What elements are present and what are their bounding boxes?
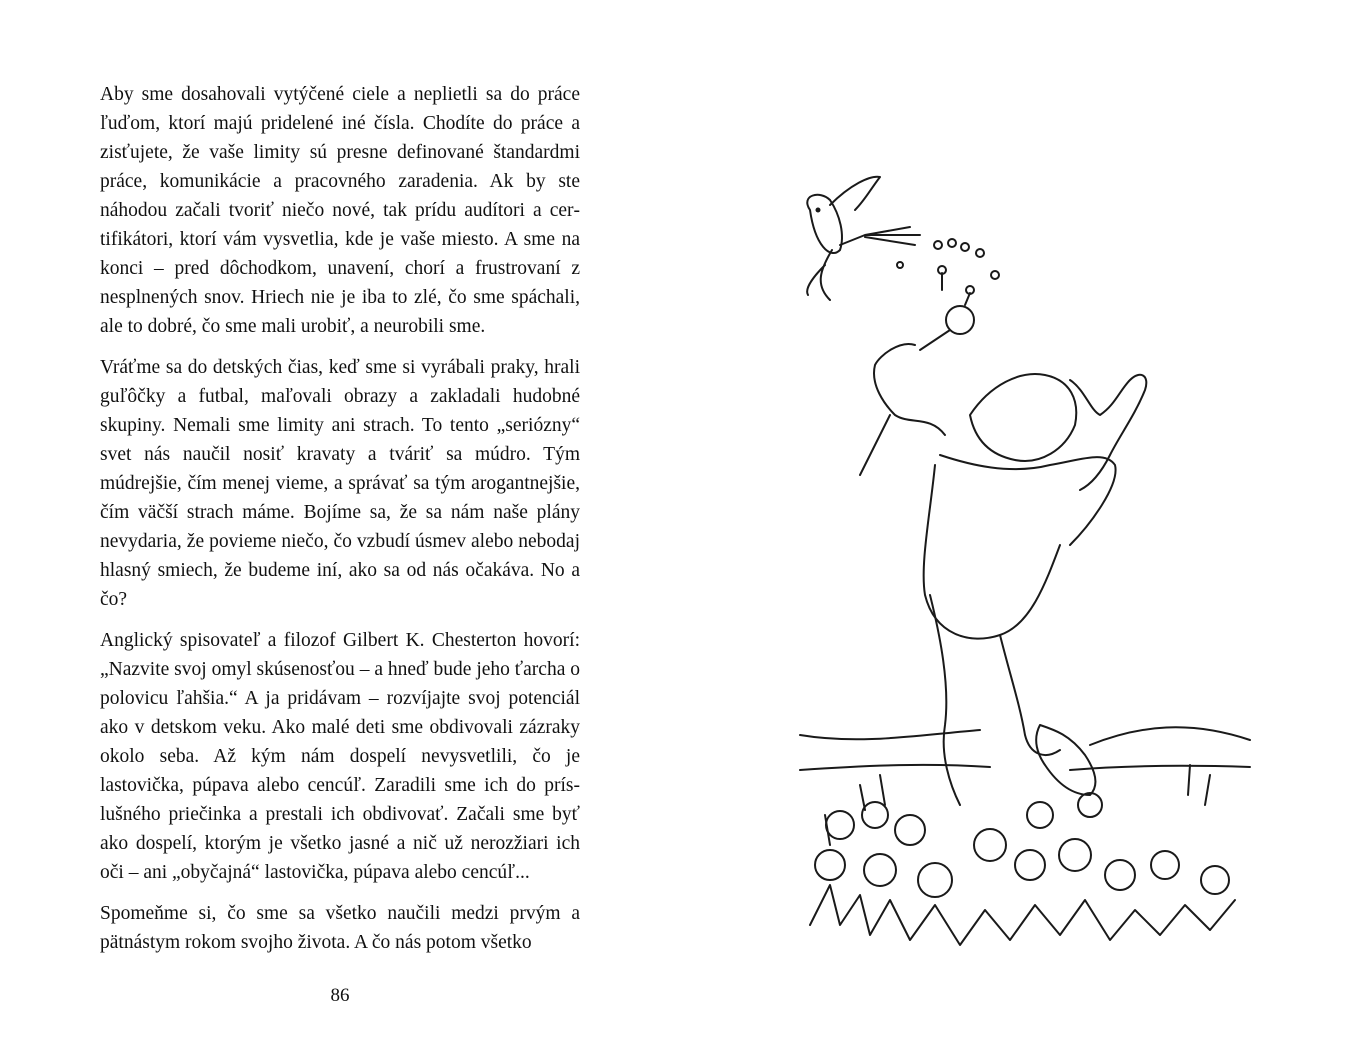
dandelion-seeds [897,239,999,305]
boy-with-swallow-illustration [770,165,1270,995]
page-number: 86 [330,985,350,1006]
illustration-drawing [770,165,1270,995]
boy-drawing [860,344,1146,805]
paragraph-1: Aby sme dosahovali vytýčené ciele a neplietli sa do práce ľuďom, ktorí majú pridelené iné čísla. Chodíte do práce a zisťujete, že vaše limity sú presne definované štandardmi práce, komunikácie a pracovného zaradenia. Ak by ste náhodou začali tvoriť niečo nové, tak prídu audítori a certifikátori, ktorí vám vysvetlia, kde je vaše miesto. A sme na konci – pred dôchodkom, unavení, chorí a frustrovaní z nesplnených snov. Hriech nie je iba to zlé, čo sme spáchali, ale to dobré, čo sme mali urobiť, a neurobili sme. [100,84,580,337]
text-column [100,80,580,969]
meadow-drawing [810,765,1235,945]
swallow-drawing [807,177,920,300]
paragraph-2: Vráťme sa do detských čias, keď sme si vyrábali praky, hrali guľôčky a futbal, maľovali obrazy a zakladali hudobné skupiny. Nemali sme limity ani strach. To tento „seriózny“ svet nás naučil nosiť kravaty a tváriť sa múdro. Tým múdrejšie, čím menej vieme, a správať sa tým arogantnejšie, čím väčší strach máme. Bojíme sa, že sa nám naše plány nevydaria, že povieme niečo, čo vzbudí úsmev alebo nebodaj hlasný smiech, že budeme iní, ako sa od nás očakáva. No a čo? [100,357,580,610]
paragraph-3: Anglický spisovateľ a filozof Gilbert K. Chesterton hovorí: „Nazvite svoj omyl skúsenosťou – a hneď bude jeho ťarcha o polovicu ľahšia.“ A ja pridávam – rozvíjajte svoj potenciál ako v detskom veku. Ako malé deti sme obdivovali zázraky okolo seba. Až kým nám dospelí nevysvetlili, čo je lastovička, púpava alebo cencúľ. Zaradili sme ich do príslušného priečinka a prestali ich obdivovať. Začali sme byť ako dospelí, ktorým je všetko jasné a nič už nerozžiari ich oči – ani „obyčajná“ lastovička, púpava alebo cencúľ... [100,630,580,883]
paragraph-4: Spomeňme si, čo sme sa všetko naučili medzi prvým a pätnástym rokom svojho života. A čo nás potom všetko [100,903,580,953]
